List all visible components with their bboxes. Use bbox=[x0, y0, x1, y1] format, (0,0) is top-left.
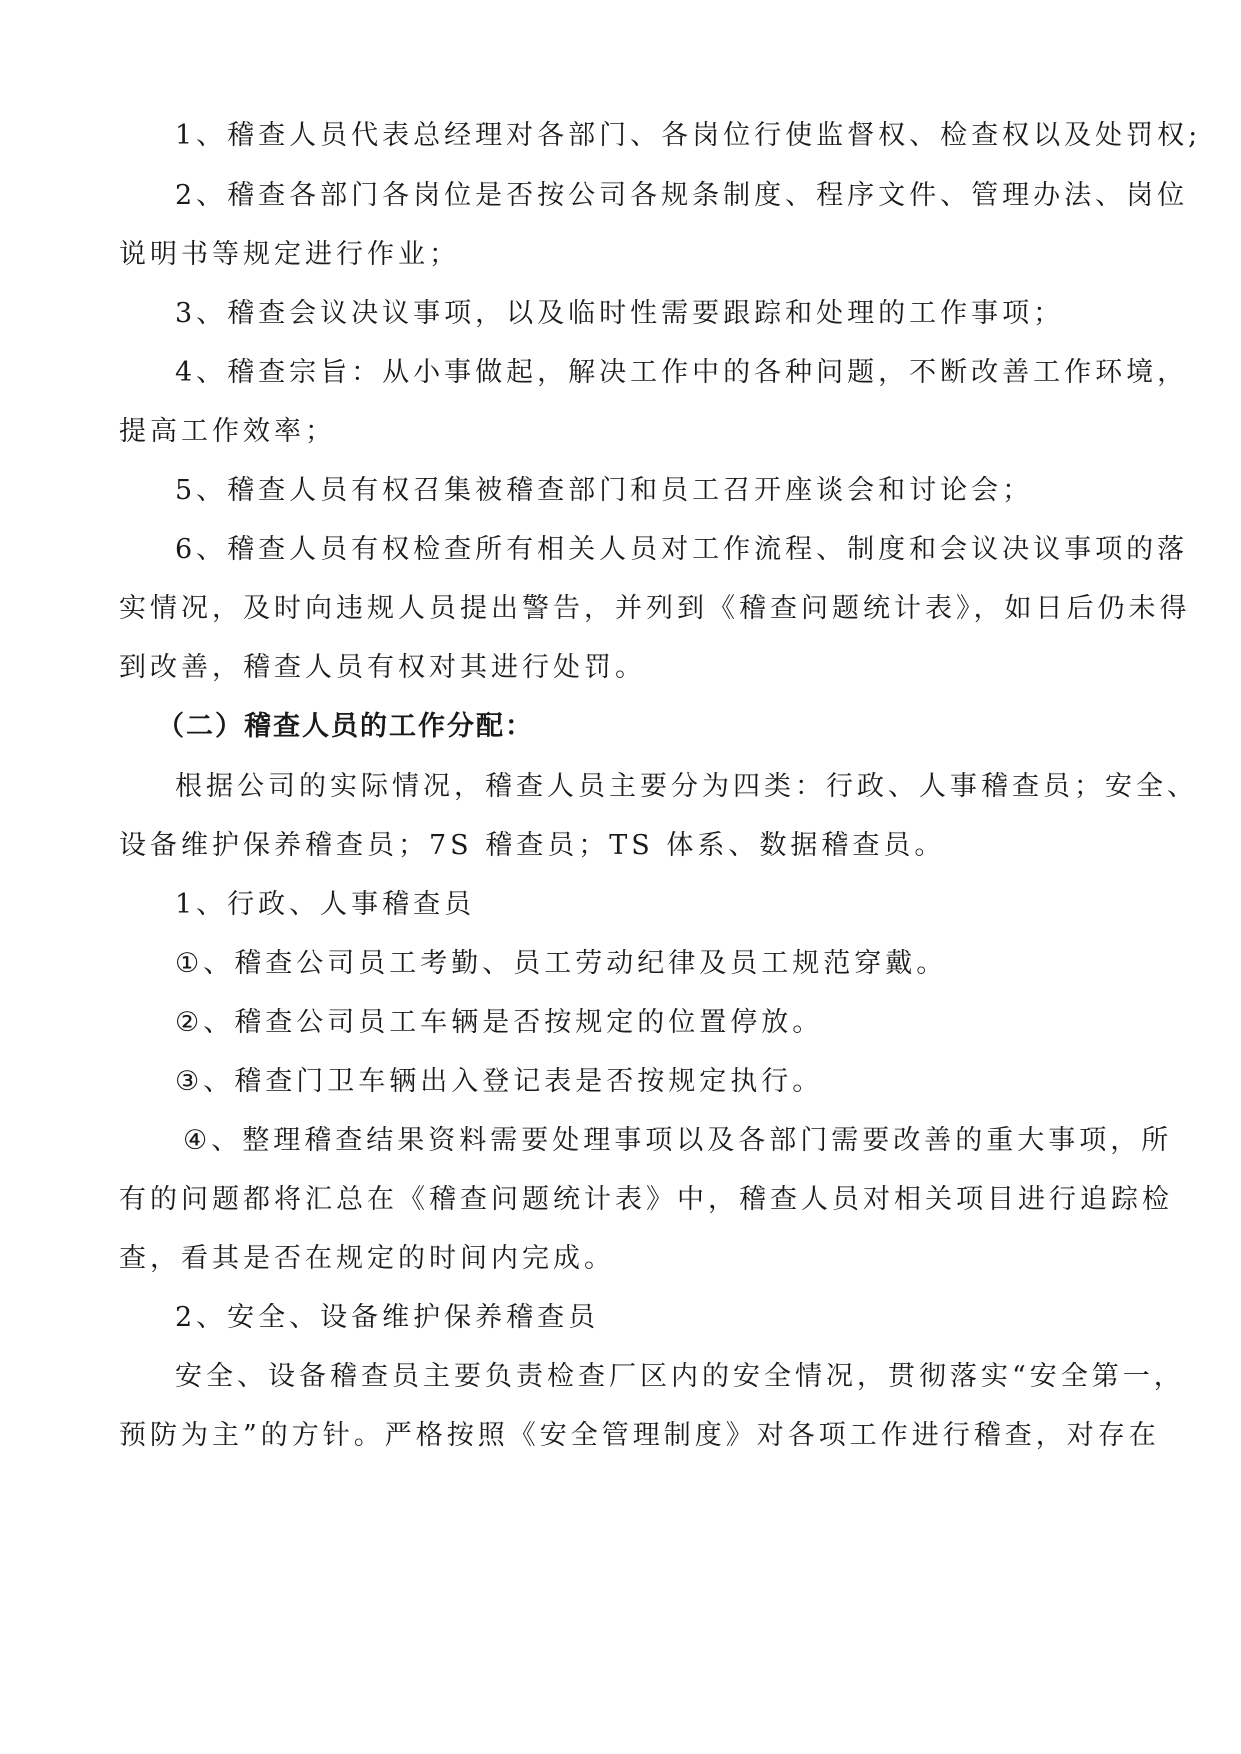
paragraph-line: 1、行政、人事稽查员 bbox=[175, 889, 476, 920]
paragraph-line: 4、稽查宗旨：从小事做起，解决工作中的各种问题，不断改善工作环境， bbox=[175, 357, 1189, 388]
paragraph-line: 2、安全、设备维护保养稽查员 bbox=[175, 1302, 600, 1333]
list-item: ②、稽查公司员工车辆是否按规定的位置停放。 bbox=[175, 1007, 824, 1038]
paragraph-line: 提高工作效率； bbox=[119, 416, 336, 447]
list-item: ③、稽查门卫车辆出入登记表是否按规定执行。 bbox=[175, 1066, 824, 1097]
paragraph-line: 查，看其是否在规定的时间内完成。 bbox=[119, 1243, 615, 1274]
paragraph-line: 说明书等规定进行作业； bbox=[119, 239, 460, 270]
list-item: ①、稽查公司员工考勤、员工劳动纪律及员工规范穿戴。 bbox=[175, 948, 948, 979]
paragraph-line: 6、稽查人员有权检查所有相关人员对工作流程、制度和会议决议事项的落 bbox=[175, 534, 1189, 565]
paragraph-line: 根据公司的实际情况，稽查人员主要分为四类：行政、人事稽查员；安全、 bbox=[175, 771, 1198, 802]
paragraph-line: 5、稽查人员有权召集被稽查部门和员工召开座谈会和讨论会； bbox=[175, 475, 1034, 506]
section-heading: （二）稽查人员的工作分配： bbox=[157, 711, 534, 742]
paragraph-line: 有的问题都将汇总在《稽查问题统计表》中，稽查人员对相关项目进行追踪检 bbox=[119, 1184, 1173, 1215]
paragraph-line: 安全、设备稽查员主要负责检查厂区内的安全情况，贯彻落实“安全第一， bbox=[175, 1361, 1185, 1392]
paragraph-line: 设备维护保养稽查员；7S 稽查员；TS 体系、数据稽查员。 bbox=[119, 830, 946, 861]
paragraph-line: 3、稽查会议决议事项，以及临时性需要跟踪和处理的工作事项； bbox=[175, 298, 1065, 329]
paragraph-line: 2、稽查各部门各岗位是否按公司各规条制度、程序文件、管理办法、岗位 bbox=[175, 180, 1189, 211]
paragraph-line: 实情况，及时向违规人员提出警告，并列到《稽查问题统计表》，如日后仍未得 bbox=[119, 593, 1191, 624]
paragraph-line: 1、稽查人员代表总经理对各部门、各岗位行使监督权、检查权以及处罚权; bbox=[175, 120, 1202, 151]
paragraph-line: 到改善，稽查人员有权对其进行处罚。 bbox=[119, 652, 646, 683]
list-item: ④、整理稽查结果资料需要处理事项以及各部门需要改善的重大事项，所 bbox=[183, 1125, 1173, 1156]
paragraph-line: 预防为主”的方针。严格按照《安全管理制度》对各项工作进行稽查，对存在 bbox=[119, 1420, 1160, 1451]
